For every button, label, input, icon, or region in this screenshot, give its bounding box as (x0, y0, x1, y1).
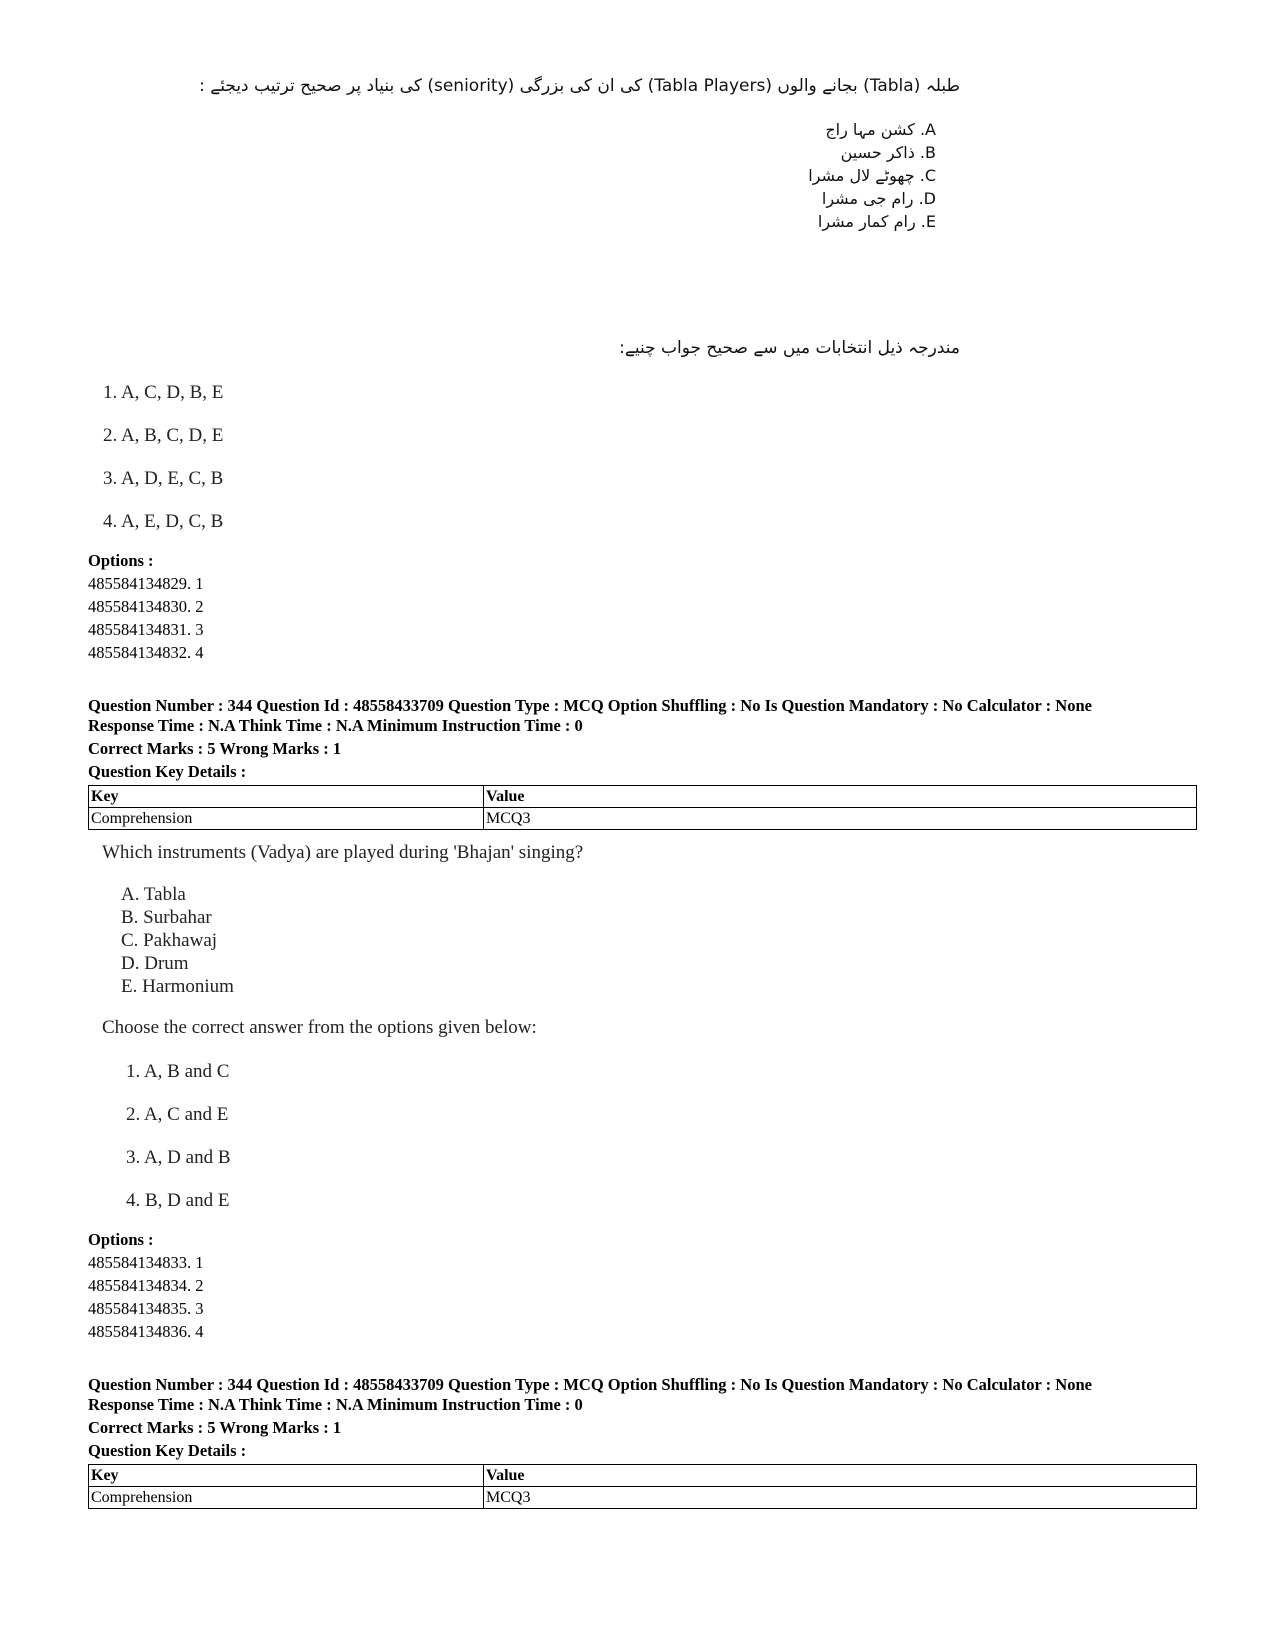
table-header-value: Value (484, 786, 1197, 808)
table-row (89, 808, 1197, 830)
question-key-details-label: Question Key Details : (88, 1441, 247, 1460)
q2-option-id-4: 485584134836. 4 (88, 1322, 204, 1341)
table-header-row (89, 1465, 1197, 1487)
q2-question-text: Which instruments (Vadya) are played during 'Bhajan' singing? (102, 842, 584, 863)
q2-option-id-1: 485584134833. 1 (88, 1253, 204, 1272)
q2-statement-a: A. Tabla (121, 884, 186, 905)
question-meta-line-2: Response Time : N.A Think Time : N.A Minimum Instruction Time : 0 (88, 716, 583, 735)
q1-question-heading: طبلہ (Tabla) بجانے والوں (Tabla Players) کی ان کی بزرگی (seniority) کی بنیاد پر صحیح ترتیب دیجئے : (199, 76, 960, 96)
table-cell-value: MCQ3 (484, 808, 1197, 830)
table-row (89, 1487, 1197, 1509)
q2-statement-e: E. Harmonium (121, 976, 234, 997)
table-cell-key: Comprehension (89, 808, 484, 830)
question-key-table (88, 1464, 1197, 1509)
q2-statement-list (121, 883, 234, 998)
question-meta-line-1: Question Number : 344 Question Id : 48558433709 Question Type : MCQ Option Shuffling : No Is Question Mandatory : No Calculator : None (88, 696, 1092, 715)
q1-option-id-4: 485584134832. 4 (88, 643, 204, 662)
q2-statement-d: D. Drum (121, 953, 189, 974)
q1-statement-a: A. کشن مہا راج (825, 120, 936, 139)
q1-option-id-2: 485584134830. 2 (88, 597, 204, 616)
q1-answer-4: 4. A, E, D, C, B (103, 511, 224, 532)
q1-statement-e: E. رام کمار مشرا (817, 212, 936, 231)
q2-instruction: Choose the correct answer from the options given below: (102, 1017, 537, 1038)
q1-instruction: مندرجہ ذیل انتخابات میں سے صحیح جواب چنیے: (619, 338, 960, 358)
q2-answer-4: 4. B, D and E (126, 1190, 230, 1211)
q1-options-label: Options : (88, 551, 154, 570)
q1-statement-d: D. رام جی مشرا (821, 189, 936, 208)
question-key-details-label: Question Key Details : (88, 762, 247, 781)
question-meta-line-2: Response Time : N.A Think Time : N.A Minimum Instruction Time : 0 (88, 1395, 583, 1414)
question-key-table (88, 785, 1197, 830)
table-cell-value: MCQ3 (484, 1487, 1197, 1509)
q2-answer-2: 2. A, C and E (126, 1104, 229, 1125)
table-header-key: Key (89, 1465, 484, 1487)
q2-answer-3: 3. A, D and B (126, 1147, 231, 1168)
q1-statement-b: B. ذاکر حسین (840, 143, 936, 162)
q2-option-id-3: 485584134835. 3 (88, 1299, 204, 1318)
table-header-key: Key (89, 786, 484, 808)
q1-answer-3: 3. A, D, E, C, B (103, 468, 224, 489)
q2-option-id-2: 485584134834. 2 (88, 1276, 204, 1295)
q2-statement-b: B. Surbahar (121, 907, 212, 928)
question-marks: Correct Marks : 5 Wrong Marks : 1 (88, 739, 342, 758)
question-marks: Correct Marks : 5 Wrong Marks : 1 (88, 1418, 342, 1437)
question-meta-line-1: Question Number : 344 Question Id : 48558433709 Question Type : MCQ Option Shuffling : No Is Question Mandatory : No Calculator : None (88, 1375, 1092, 1394)
q1-answer-1: 1. A, C, D, B, E (103, 382, 224, 403)
q2-answer-1: 1. A, B and C (126, 1061, 230, 1082)
q1-option-id-3: 485584134831. 3 (88, 620, 204, 639)
q1-answer-2: 2. A, B, C, D, E (103, 425, 224, 446)
q1-option-id-1: 485584134829. 1 (88, 574, 204, 593)
table-cell-key: Comprehension (89, 1487, 484, 1509)
q1-statement-list (760, 118, 936, 233)
q2-statement-c: C. Pakhawaj (121, 930, 218, 951)
table-header-row (89, 786, 1197, 808)
q1-statement-c: C. چھوٹے لال مشرا (808, 166, 936, 185)
q2-options-label: Options : (88, 1230, 154, 1249)
table-header-value: Value (484, 1465, 1197, 1487)
